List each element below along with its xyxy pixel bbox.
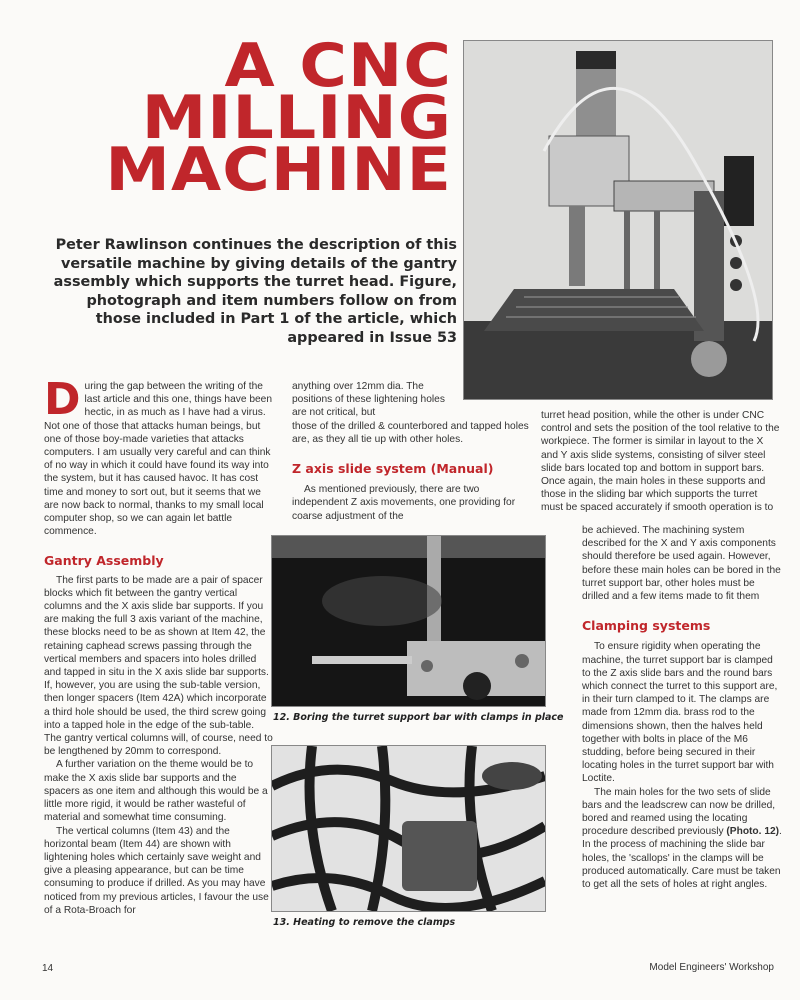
title-line-2: MILLING [141,83,453,153]
heating-clamps-image [272,746,545,911]
paragraph: The vertical columns (Item 43) and the horizontal beam (Item 44) are shown with lightening holes which certainly save weight and give a pleasing appearance, but can be time consuming to produce if drilled. As you may have noticed from my previous articles, I favour the use of a Rota-Broach for [44,825,269,916]
main-photo-milling-machine [463,40,773,400]
paragraph: The main holes for the two sets of slide bars and the leadscrew can now be drilled, bored and reamed using the locating procedure described previously (Photo. 12). In the process of machining the slide bar holes, the 'scallops' in the clamps will be produced automatically. Care must be taken to get all the sets of holes at right angles. [582,786,782,891]
heading-clamping-systems: Clamping systems [582,618,711,634]
photo-13 [271,745,546,912]
photo-12 [271,535,546,707]
paragraph: To ensure rigidity when operating the machine, the turret support bar is clamped to the Z axis slide bars and the round bars which connect the turret to this support are, in their turn clamped to it. The clamps are made from 12mm dia. brass rod to the dimensions shown, then the halves held together with bolts in place of the M6 studding, before being secured in their locating holes in the turret support bar with Loctite. [582,641,778,785]
heading-gantry-assembly: Gantry Assembly [44,553,164,569]
column-1 [44,374,274,917]
paragraph: As mentioned previously, there are two independent Z axis movements, one providing for coarse adjustment of the [292,484,516,522]
paragraph: anything over 12mm dia. The positions of these lightening holes are not critical, but [292,381,445,419]
title-line-3: MACHINE [105,135,453,205]
page-number: 14 [42,963,54,974]
column-3-top [541,409,781,515]
title-line-1: A CNC [224,31,452,101]
article-title [0,31,453,205]
intro-paragraph: During the gap between the writing of the last article and this one, things have been hectic, in as much as I have had a virus. Not one of those that attacks human beings, but one of those boy-made varieties that attacks computers. I am usually very careful and can think of no way in which it could have found its way into the system, but it has caused havoc. It has cost time and money to sort out, but it seems that we are now back to normal, thanks to my small local computer shop, so we can again let battle commence. [44,374,272,538]
paragraph: turret head position, while the other is under CNC control and sets the position of the tool relative to the workpiece. The former is similar in layout to the X and Y axis slide systems, consisting of silver steel slide bars located top and bottom in support bars. Once again, the main holes in these supports and those in the sliding bar which supports the turret must be spaced accurately if smooth operation is to [541,410,780,514]
paragraph: be achieved. The machining system described for the X and Y axis components should therefore be used again. However, before these main holes can be bored in the turret support bar, other holes must be drilled and a few items made to fit them [582,525,781,603]
photo-13-caption: 13. Heating to remove the clamps [273,917,456,928]
boring-turret-bar-image [272,536,545,706]
column-2 [292,380,532,523]
photo-12-caption: 12. Boring the turret support bar with clamps in place [273,712,564,723]
drop-cap: D [44,374,81,425]
paragraph: those of the drilled & counterbored and tapped holes are, as they all tie up with other holes. [292,420,529,445]
magazine-name: Model Engineers' Workshop [649,962,774,973]
heading-z-axis-slide-system: Z axis slide system (Manual) [292,461,494,477]
photo-reference: (Photo. 12) [726,826,780,838]
milling-machine-image [464,41,772,399]
paragraph: A further variation on the theme would be to make the X axis slide bar supports and the spacers as one item and although this would be a little more rigid, it would be rather wasteful of material and somewhat time consuming. [44,759,268,824]
paragraph: The first parts to be made are a pair of spacer blocks which fit between the gantry vertical columns and the X axis slide bar supports. If you are making the full 3 axis variant of the machine, these blocks need to be as shown at Item 42, the retaining caphead screws passing through the vertical members and spacers into holes drilled and tapped in situ in the X axis slide bar supports. If, however, you are using the sub-table version, then longer spacers (Item 42A) which incorporate a third hole should be used, the third screw going into a tapped hole in the edge of the sub-table. The gantry vertical columns will, of course, need to be lengthened by 20mm to correspond. [44,574,273,758]
standfirst: Peter Rawlinson continues the description of this versatile machine by giving details of the gantry assembly which supports the turret head. Figure, photograph and item numbers follow on from those included in Part 1 of the article, which appeared in Issue 53 [53,237,457,346]
column-3 [582,524,782,891]
